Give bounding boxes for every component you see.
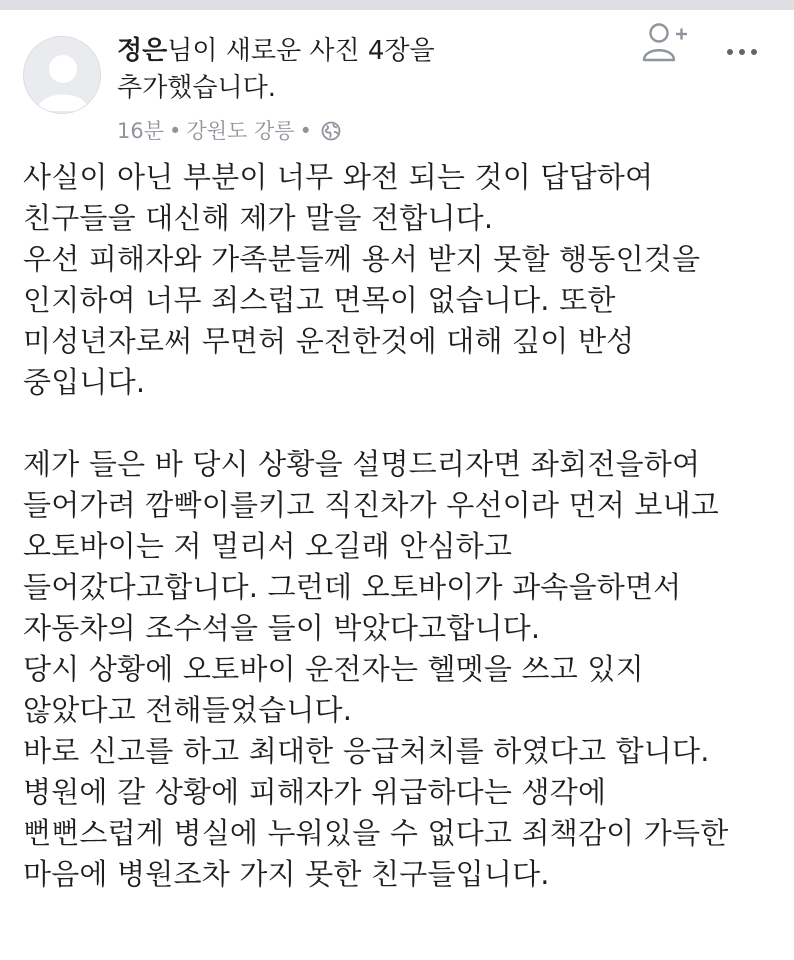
meta-separator: •: [169, 119, 182, 143]
post-timestamp[interactable]: 16분: [117, 119, 165, 143]
globe-icon[interactable]: [321, 119, 341, 149]
add-friend-button[interactable]: [640, 18, 690, 66]
post-paragraph-2: [23, 444, 783, 895]
post-text-line: 사실이 아닌 부분이 너무 와전 되는 것이 답답하여: [23, 160, 654, 194]
post-text-line: 들어가려 깜빡이를키고 직진차가 우선이라 먼저 보내고: [23, 488, 720, 522]
post-text-line: 제가 들은 바 당시 상황을 설명드리자면 좌회전을하여: [23, 447, 701, 481]
add-friend-icon: [640, 18, 690, 66]
default-avatar-icon: [24, 37, 101, 114]
post-text-line: 병원에 갈 상황에 피해자가 위급하다는 생각에: [23, 775, 607, 809]
post-text-line: 들어갔다고합니다. 그런데 오토바이가 과속을하면서: [23, 570, 682, 604]
post-action-text: 님이 새로운 사진 4장을: [167, 36, 435, 66]
feed-separator: [0, 0, 794, 10]
post-text-line: 바로 신고를 하고 최대한 응급처치를 하였다고 합니다.: [23, 734, 710, 768]
post-text-line: 당시 상황에 오토바이 운전자는 헬멧을 쓰고 있지: [23, 652, 644, 686]
post-text-line: 인지하여 너무 죄스럽고 면목이 없습니다. 또한: [23, 283, 616, 317]
meta-separator: •: [299, 119, 312, 143]
post-text-line: 오토바이는 저 멀리서 오길래 안심하고: [23, 529, 513, 563]
post-action-text-continued: 추가했습니다.: [117, 73, 276, 103]
post-text-line: 않았다고 전해들었습니다.: [23, 693, 353, 727]
post-location[interactable]: 강원도 강릉: [186, 119, 295, 143]
more-options-icon: [722, 40, 762, 64]
post-text-line: 자동차의 조수석을 들이 박았다고합니다.: [23, 611, 541, 645]
post-text-line: 우선 피해자와 가족분들께 용서 받지 못할 행동인것을: [23, 242, 701, 276]
post-text-line: 친구들을 대신해 제가 말을 전합니다.: [23, 201, 494, 235]
post-text-line: 뻔뻔스럽게 병실에 누워있을 수 없다고 죄책감이 가득한: [23, 816, 729, 850]
post-meta: [117, 116, 341, 146]
post-header-text: [117, 33, 587, 107]
author-name-link[interactable]: 정은: [117, 36, 168, 66]
profile-avatar[interactable]: [23, 36, 101, 114]
paragraph-gap: [23, 403, 783, 444]
post-text-line: 미성년자로써 무면허 운전한것에 대해 깊이 반성: [23, 324, 635, 358]
post-text-line: 마음에 병원조차 가지 못한 친구들입니다.: [23, 857, 550, 891]
post-paragraph-1: [23, 157, 783, 403]
feed-post: [0, 10, 794, 960]
more-options-button[interactable]: [722, 40, 762, 64]
post-text-line: 중입니다.: [23, 365, 146, 399]
post-body: [23, 157, 783, 895]
